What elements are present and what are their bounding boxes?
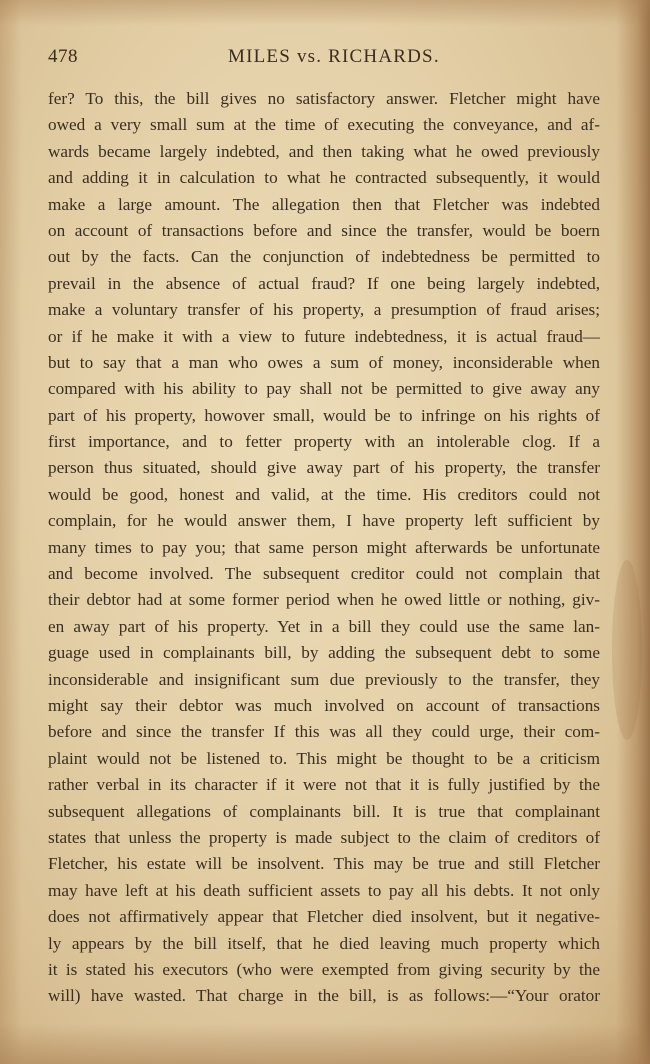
running-head	[48, 46, 608, 76]
page-number: 478	[48, 46, 78, 67]
text-line: out by the facts. Can the conjunction of indebtedness be permitted to	[48, 247, 600, 267]
text-line: Fletcher, his estate will be insolvent. This may be true and still Fletcher	[48, 854, 600, 874]
paper-stain	[612, 560, 642, 740]
text-line: many times to pay you; that same person might afterwards be unfortunate	[48, 537, 600, 557]
text-line: prevail in the absence of actual fraud? If one being largely indebted,	[48, 273, 600, 293]
text-line: states that unless the property is made subject to the claim of creditors of	[48, 827, 600, 847]
text-line: make a large amount. The allegation then that Fletcher was indebted	[48, 194, 600, 214]
text-line: and adding it in calculation to what he contracted subsequently, it would	[48, 168, 600, 188]
page-shadow-right	[616, 0, 650, 1064]
text-line: might say their debtor was much involved on account of transactions	[48, 695, 600, 715]
text-line: it is stated his executors (who were exempted from giving security by the	[48, 959, 600, 979]
text-line: rather verbal in its character if it were not that it is fully justified by the	[48, 775, 600, 795]
body-text	[48, 86, 600, 1010]
text-line: does not affirmatively appear that Fletcher died insolvent, but it negative-	[48, 907, 600, 927]
text-line: ly appears by the bill itself, that he died leaving much property which	[48, 933, 600, 953]
text-line: first importance, and to fetter property with an intolerable clog. If a	[48, 432, 600, 452]
running-title: MILES vs. RICHARDS.	[228, 46, 440, 67]
text-line: but to say that a man who owes a sum of money, inconsiderable when	[48, 352, 600, 372]
text-line: will) have wasted. That charge in the bill, is as follows:—“Your orator	[48, 986, 600, 1006]
text-line: their debtor had at some former period when he owed little or nothing, giv-	[48, 590, 600, 610]
text-line: owed a very small sum at the time of executing the conveyance, and af-	[48, 115, 600, 135]
text-line: inconsiderable and insignificant sum due previously to the transfer, they	[48, 669, 600, 689]
text-line: person thus situated, should give away part of his property, the transfer	[48, 458, 600, 478]
text-line: before and since the transfer If this was all they could urge, their com-	[48, 722, 600, 742]
text-line: may have left at his death sufficient assets to pay all his debts. It not only	[48, 880, 600, 900]
text-line: would be good, honest and valid, at the time. His creditors could not	[48, 484, 600, 504]
text-line: compared with his ability to pay shall not be permitted to give away any	[48, 379, 600, 399]
text-line: make a voluntary transfer of his property, a presumption of fraud arises;	[48, 300, 600, 320]
text-line: subsequent allegations of complainants bill. It is true that complainant	[48, 801, 600, 821]
text-line: wards became largely indebted, and then taking what he owed previously	[48, 141, 600, 161]
text-line: part of his property, howover small, would be to infringe on his rights of	[48, 405, 600, 425]
page-shadow-top	[0, 0, 650, 26]
text-line: on account of transactions before and since the transfer, would be boern	[48, 220, 600, 240]
text-line: or if he make it with a view to future indebtedness, it is actual fraud—	[48, 326, 600, 346]
text-line: complain, for he would answer them, I have property left sufficient by	[48, 511, 600, 531]
page-shadow-left	[0, 0, 22, 1064]
text-line: guage used in complainants bill, by adding the subsequent debt to some	[48, 643, 600, 663]
page-shadow-bottom	[0, 1024, 650, 1064]
text-line: fer? To this, the bill gives no satisfactory answer. Fletcher might have	[48, 89, 600, 108]
text-line: and become involved. The subsequent creditor could not complain that	[48, 564, 600, 584]
text-line: plaint would not be listened to. This might be thought to be a criticism	[48, 748, 600, 768]
text-line: en away part of his property. Yet in a bill they could use the same lan-	[48, 616, 600, 636]
